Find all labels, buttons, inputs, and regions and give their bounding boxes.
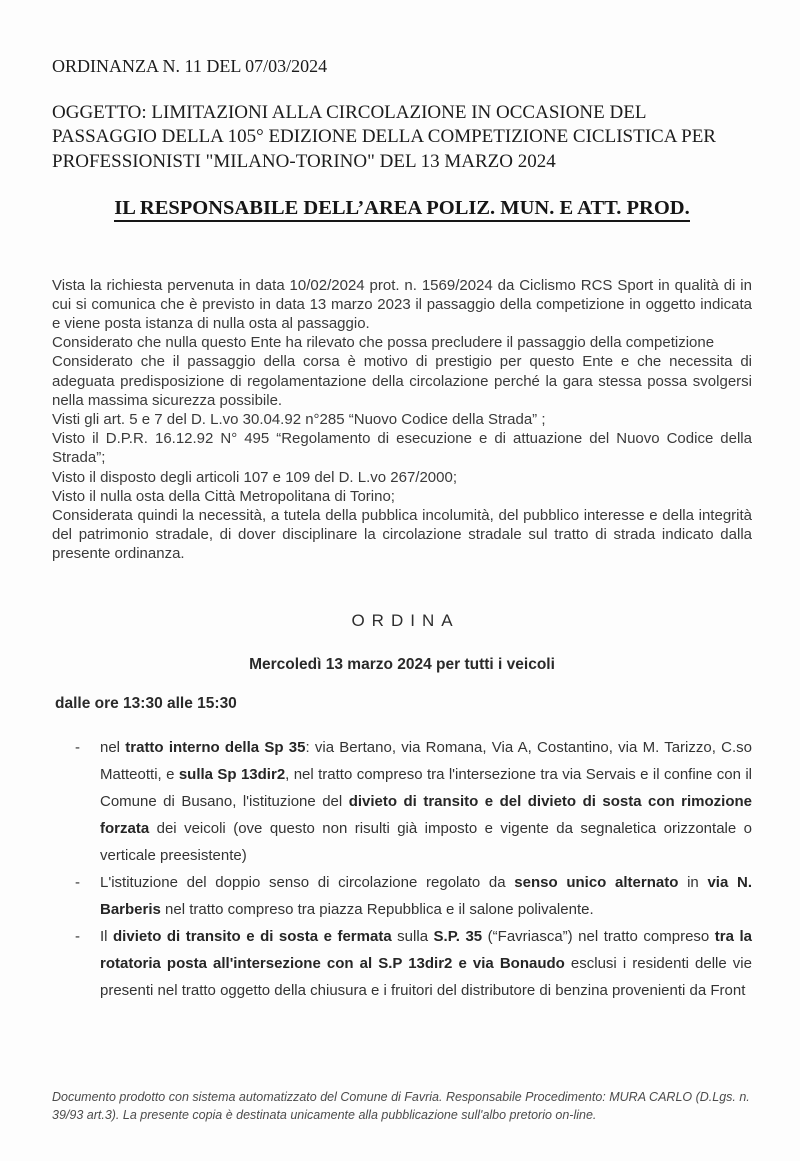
bullet-dash: - <box>75 873 80 891</box>
text-run: tratto interno della Sp 35 <box>125 738 306 756</box>
text-run: divieto di transito e di sosta e fermata <box>113 927 392 945</box>
text-run: : via Bertano, via Romana, Via A, Costantino, via M. Tarizzo, C.so Matteotti, e <box>100 738 752 783</box>
ordinance-number: ORDINANZA N. 11 DEL 07/03/2024 <box>52 56 328 76</box>
text-run: S.P. 35 <box>433 927 483 945</box>
preamble <box>52 276 752 564</box>
preamble-paragraph: Considerato che il passaggio della corsa è motivo di prestigio per questo Ente e che necessita di adeguata predisposizione di regolamentazione della circolazione perché la gara stessa possa svolgersi nella massima sicurezza possibile. <box>52 353 752 409</box>
subject-line: OGGETTO: LIMITAZIONI ALLA CIRCOLAZIONE IN OCCASIONE DEL PASSAGGIO DELLA 105° EDIZIONE DELLA COMPETIZIONE CICLISTICA PER PROFESSIONISTI "MILANO-TORINO" DEL 13 MARZO 2024 <box>52 101 716 172</box>
text-run: nel <box>100 738 126 756</box>
date-line: Mercoledì 13 marzo 2024 per tutti i veicoli <box>249 655 555 673</box>
bullet-dash: - <box>75 738 80 756</box>
responsible-heading <box>52 197 752 220</box>
preamble-paragraph: Considerata quindi la necessità, a tutela della pubblica incolumità, del pubblico interesse e della integrità del patrimonio stradale, di dover disciplinare la circolazione stradale sul tratto di strada indicato dalla presente ordinanza. <box>52 507 752 563</box>
text-run: , nel tratto compreso tra l'intersezione tra via Servais e il confine con il Comune di Busano, l'istituzione del <box>100 765 752 810</box>
text-run: via N. Barberis <box>100 873 752 918</box>
text-run: tra la rotatoria posta all'intersezione con al S.P 13dir2 e via Bonaudo <box>100 927 752 972</box>
provision-item <box>52 869 752 923</box>
ordina-heading: ORDINA <box>351 610 460 630</box>
text-run: (“Favriasca”) nel tratto compreso <box>482 927 715 945</box>
text-run: dei veicoli (ove questo non risulti già imposto e vigente da segnaletica orizzontale o verticale preesistente) <box>100 819 752 864</box>
time-range-line: dalle ore 13:30 alle 15:30 <box>55 694 237 712</box>
text-run: senso unico alternato <box>514 873 679 891</box>
text-run: sulla <box>391 927 434 945</box>
bullet-dash: - <box>75 927 80 945</box>
provision-item <box>52 923 752 1004</box>
preamble-paragraph: Visto il disposto degli articoli 107 e 109 del D. L.vo 267/2000; <box>52 468 457 486</box>
text-run: nel tratto compreso tra piazza Repubblica e il salone polivalente. <box>160 900 594 918</box>
footer-note: Documento prodotto con sistema automatizzato del Comune di Favria. Responsabile Procedimento: MURA CARLO (D.Lgs. n. 39/93 art.3). La presente copia è destinata unicamente alla pubblicazione sull'albo pretorio on-line. <box>52 1090 750 1122</box>
responsible-heading-text: IL RESPONSABILE DELL’AREA POLIZ. MUN. E ATT. PROD. <box>114 197 689 222</box>
text-run: sulla Sp 13dir2 <box>178 765 286 783</box>
preamble-paragraph: Considerato che nulla questo Ente ha rilevato che possa precludere il passaggio della competizione <box>52 334 715 352</box>
provisions-list <box>52 734 752 1004</box>
text-run: esclusi i residenti delle vie presenti nel tratto oggetto della chiusura e i fruitori del distributore di benzina provenienti da Front <box>100 954 752 999</box>
preamble-paragraph: Vista la richiesta pervenuta in data 10/02/2024 prot. n. 1569/2024 da Ciclismo RCS Sport in qualità di in cui si comunica che è previsto in data 13 marzo 2023 il passaggio della competizione in oggetto indicata e viene posta istanza di nulla osta al passaggio. <box>52 276 752 332</box>
text-run: in <box>678 873 708 891</box>
preamble-paragraph: Visto il D.P.R. 16.12.92 N° 495 “Regolamento di esecuzione e di attuazione del Nuovo Codice della Strada”; <box>52 430 752 467</box>
provision-item <box>52 734 752 869</box>
preamble-paragraph: Visti gli art. 5 e 7 del D. L.vo 30.04.92 n°285 “Nuovo Codice della Strada” ; <box>52 410 546 428</box>
text-run: Il <box>100 927 114 945</box>
text-run: divieto di transito e del divieto di sosta con rimozione forzata <box>100 792 753 837</box>
preamble-paragraph: Visto il nulla osta della Città Metropolitana di Torino; <box>52 487 395 505</box>
text-run: L'istituzione del doppio senso di circolazione regolato da <box>100 873 515 891</box>
